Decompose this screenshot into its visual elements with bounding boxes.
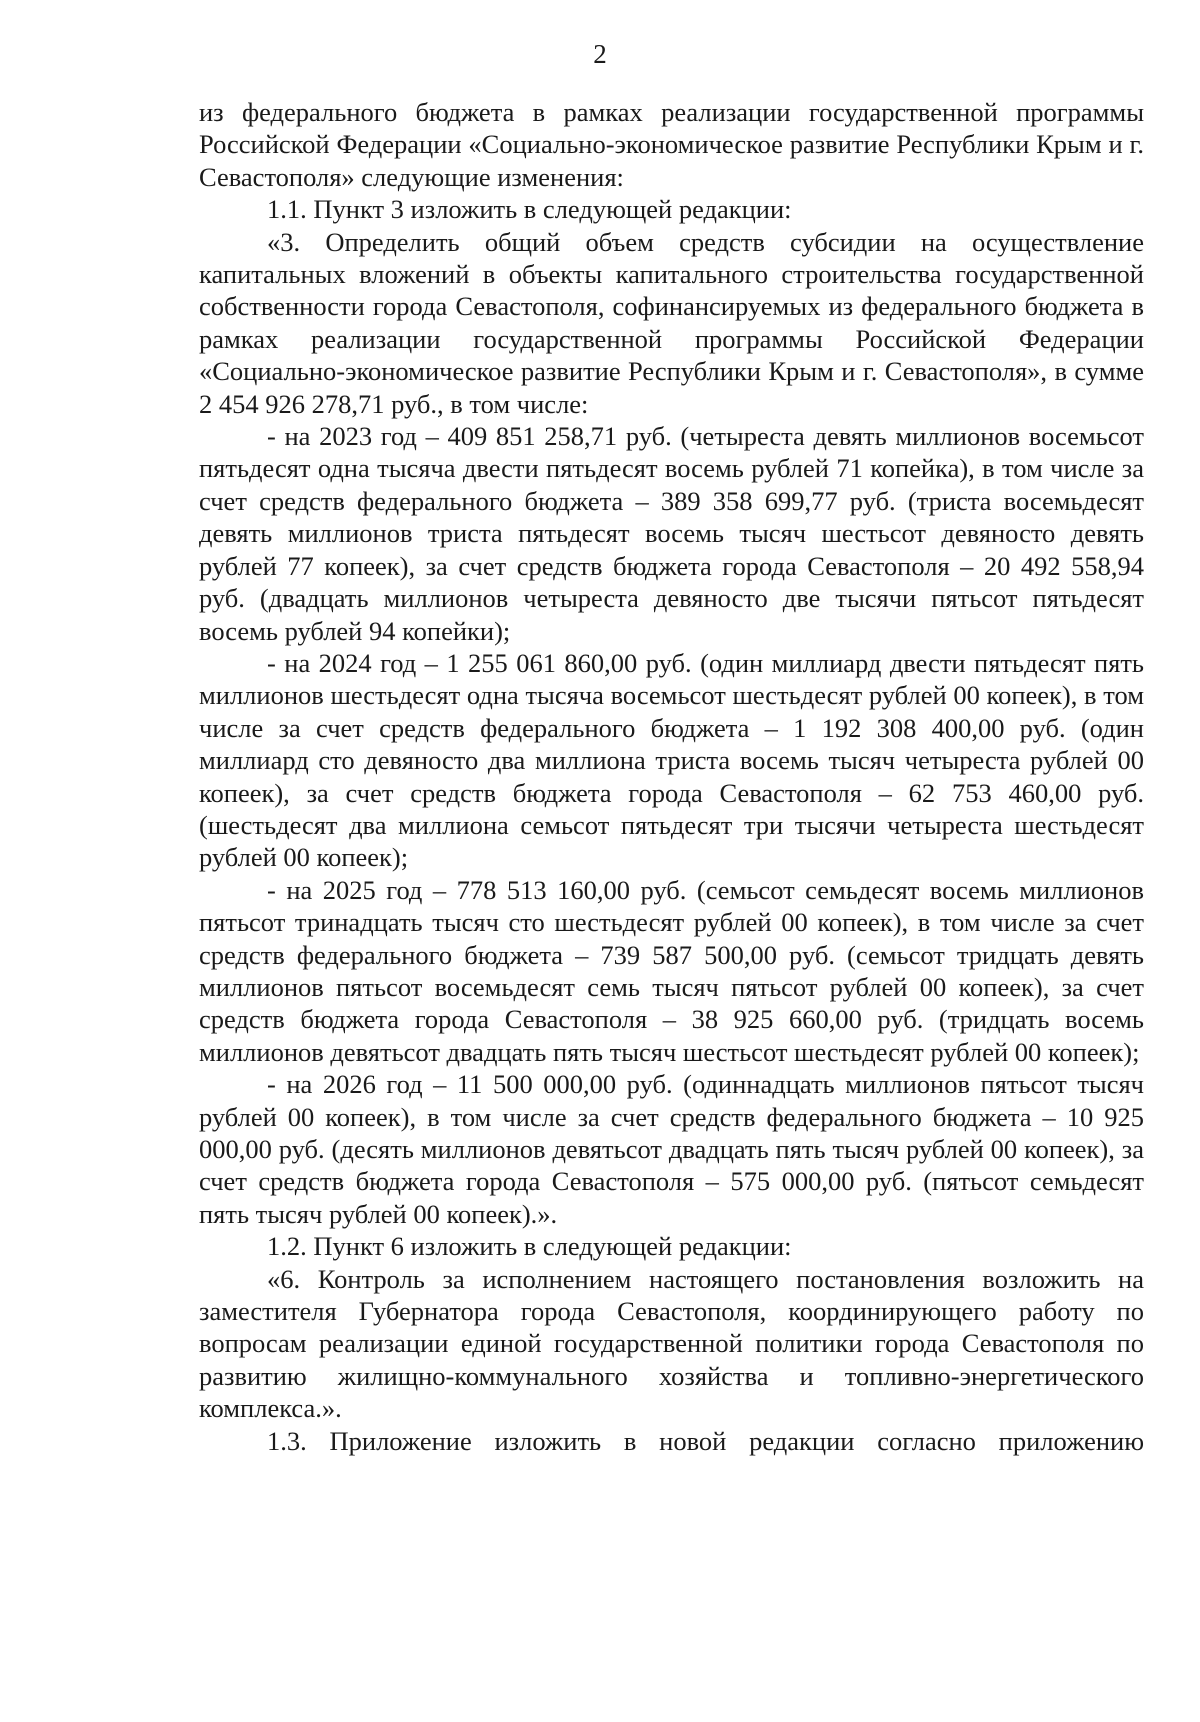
document-body <box>199 96 1144 1457</box>
page-number: 2 <box>593 39 607 69</box>
paragraph-year-2024: - на 2024 год – 1 255 061 860,00 руб. (один миллиард двести пятьдесят пять миллионов шестьдесят одна тысяча восемьсот шестьдесят рублей 00 копеек), в том числе за счет средств федерального бюджета – 1 192 308 400,00 руб. (один миллиард сто девяносто два миллиона триста восемь тысяч четыреста рублей 00 копеек), за счет средств бюджета города Севастополя – 62 753 460,00 руб. (шестьдесят два миллиона семьсот пятьдесят три тысячи четыреста шестьдесят рублей 00 копеек); <box>199 647 1144 873</box>
paragraph-item-1-2: 1.2. Пункт 6 изложить в следующей редакции: <box>267 1231 792 1262</box>
paragraph-year-2023: - на 2023 год – 409 851 258,71 руб. (четыреста девять миллионов восемьсот пятьдесят одна тысяча двести пятьдесят восемь рублей 71 копейка), в том числе за счет средств федерального бюджета – 389 358 699,77 руб. (триста восемьдесят девять миллионов триста пятьдесят восемь тысяч шестьсот девяносто девять рублей 77 копеек), за счет средств бюджета города Севастополя – 20 492 558,94 руб. (двадцать миллионов четыреста девяносто две тысячи пятьсот пятьдесят восемь рублей 94 копейки); <box>199 421 1144 646</box>
paragraph-year-2025: - на 2025 год – 778 513 160,00 руб. (семьсот семьдесят восемь миллионов пятьсот тринадцать тысяч сто шестьдесят рублей 00 копеек), в том числе за счет средств федерального бюджета – 739 587 500,00 руб. (семьсот тридцать девять миллионов пятьсот восемьдесят семь тысяч пятьсот рублей 00 копеек), за счет средств бюджета города Севастополя – 38 925 660,00 руб. (тридцать восемь миллионов девятьсот двадцать пять тысяч шестьсот шестьдесят рублей 00 копеек); <box>199 874 1144 1067</box>
paragraph-clause-6: «6. Контроль за исполнением настоящего постановления возложить на заместителя Губернатора города Севастополя, координирующего работу по вопросам реализации единой государственной политики города Севастополя по развитию жилищно-коммунального хозяйства и топливно-энергетического комплекса.». <box>199 1263 1144 1424</box>
paragraph-item-1-3: 1.3. Приложение изложить в новой редакции согласно приложению <box>267 1425 1144 1456</box>
paragraph-clause-3: «3. Определить общий объем средств субсидии на осуществление капитальных вложений в объекты капитального строительства государственной собственности города Севастополя, софинансируемых из федерального бюджета в рамках реализации государственной программы Российской Федерации «Социально-экономическое развитие Республики Крым и г. Севастополя», в сумме 2 454 926 278,71 руб., в том числе: <box>199 226 1144 419</box>
paragraph-item-1-1: 1.1. Пункт 3 изложить в следующей редакции: <box>267 194 792 225</box>
paragraph-year-2026: - на 2026 год – 11 500 000,00 руб. (одиннадцать миллионов пятьсот тысяч рублей 00 копеек), в том числе за счет средств федерального бюджета – 10 925 000,00 руб. (десять миллионов девятьсот двадцать пять тысяч рублей 00 копеек), за счет средств бюджета города Севастополя – 575 000,00 руб. (пятьсот семьдесят пять тысяч рублей 00 копеек).». <box>199 1069 1144 1229</box>
paragraph-intro: из федерального бюджета в рамках реализации государственной программы Российской Федерации «Социально-экономическое развитие Республики Крым и г. Севастополя» следующие изменения: <box>199 97 1144 192</box>
